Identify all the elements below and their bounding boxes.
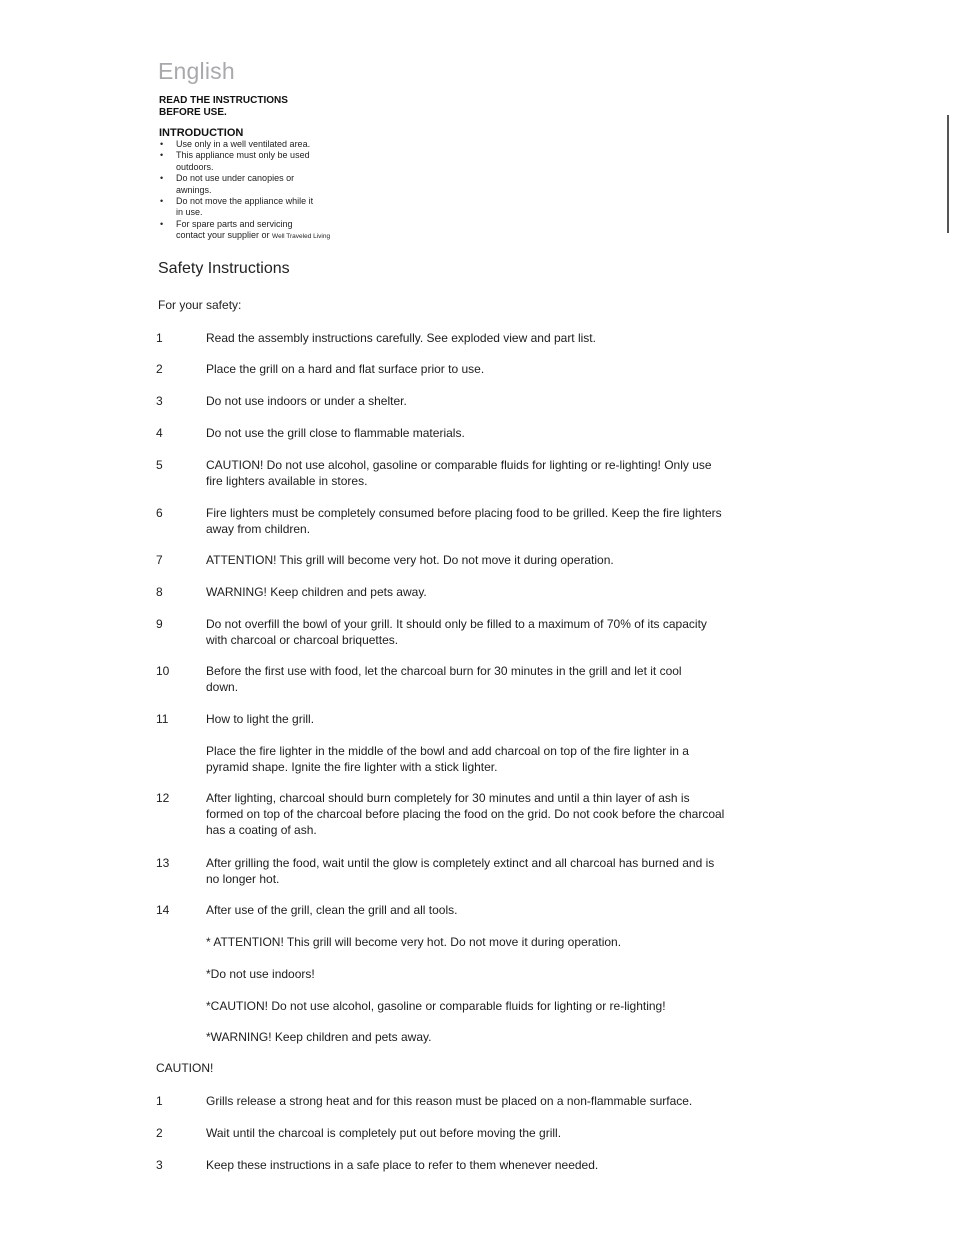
- introduction-item: [159, 150, 369, 173]
- safety-item-number: 5: [156, 458, 163, 472]
- bullet-icon: •: [160, 196, 164, 207]
- caution-item-text: [206, 1125, 731, 1141]
- caution-item-number: 3: [156, 1158, 163, 1172]
- caution-item-line: Grills release a strong heat and for this reason must be placed on a non-flammable surface.: [206, 1094, 693, 1108]
- safety-item-number: 1: [156, 331, 163, 345]
- for-your-safety-label: For your safety:: [158, 298, 242, 312]
- safety-item-text: [206, 330, 731, 346]
- safety-item-text: [206, 584, 731, 600]
- safety-item-text: [206, 393, 731, 409]
- safety-item-line: fire lighters available in stores.: [206, 474, 368, 488]
- safety-item-number: 13: [156, 856, 170, 870]
- safety-item-line: formed on top of the charcoal before placing the food on the grid. Do not cook before the charcoal: [206, 807, 725, 821]
- bullet-icon: •: [160, 218, 164, 229]
- safety-item-text: [206, 711, 731, 727]
- caution-item-number: 1: [156, 1094, 163, 1108]
- introduction-item-line: outdoors.: [176, 161, 214, 172]
- introduction-heading: INTRODUCTION: [159, 127, 244, 139]
- safety-item-text: [206, 552, 731, 568]
- safety-item-line: away from children.: [206, 522, 311, 536]
- safety-item-line: How to light the grill.: [206, 712, 315, 726]
- language-title: English: [158, 58, 235, 84]
- safety-item-line: down.: [206, 680, 239, 694]
- safety-item-line: WARNING! Keep children and pets away.: [206, 585, 427, 599]
- safety-item-line: ATTENTION! This grill will become very hot. Do not move it during operation.: [206, 553, 614, 567]
- safety-item-text: [206, 361, 731, 377]
- safety-item-number: 9: [156, 617, 163, 631]
- safety-item-text: [206, 1029, 731, 1045]
- caution-item-text: [206, 1093, 731, 1109]
- safety-item-number: 6: [156, 506, 163, 520]
- caution-heading: CAUTION!: [156, 1061, 214, 1075]
- safety-item-number: 3: [156, 394, 163, 408]
- safety-item-text: [206, 855, 731, 887]
- safety-item-text: [206, 790, 731, 838]
- introduction-item-line: Do not use under canopies or: [176, 173, 295, 184]
- safety-item-text: [206, 743, 731, 775]
- safety-item-line: Read the assembly instructions carefully. See exploded view and part list.: [206, 331, 596, 345]
- safety-item-number: 7: [156, 553, 163, 567]
- supplier-name: Well Traveled Living: [272, 233, 331, 241]
- introduction-item: [159, 219, 369, 243]
- safety-item-text: [206, 998, 731, 1014]
- safety-item-line: with charcoal or charcoal briquettes.: [206, 633, 399, 647]
- introduction-item-line: Do not move the appliance while it: [176, 196, 314, 207]
- safety-item-line: pyramid shape. Ignite the fire lighter with a stick lighter.: [206, 760, 498, 774]
- safety-item-number: 10: [156, 664, 170, 678]
- safety-item-text: [206, 425, 731, 441]
- safety-item-number: 8: [156, 585, 163, 599]
- safety-item-line: *Do not use indoors!: [206, 967, 315, 981]
- safety-item-text: [206, 663, 731, 695]
- safety-item-number: 14: [156, 903, 170, 917]
- bullet-icon: •: [160, 150, 164, 161]
- safety-item-line: no longer hot.: [206, 872, 280, 886]
- safety-item-line: Before the first use with food, let the charcoal burn for 30 minutes in the grill and let it cool: [206, 664, 682, 678]
- read-instructions-notice: [159, 95, 359, 118]
- introduction-item: [159, 173, 369, 196]
- introduction-item-line: For spare parts and servicing: [176, 218, 293, 229]
- safety-item-line: * ATTENTION! This grill will become very hot. Do not move it during operation.: [206, 935, 622, 949]
- safety-item-line: *WARNING! Keep children and pets away.: [206, 1030, 432, 1044]
- introduction-item: [159, 139, 369, 150]
- introduction-item-line: [176, 230, 369, 242]
- safety-item-line: Do not use indoors or under a shelter.: [206, 394, 407, 408]
- safety-instructions-heading: Safety Instructions: [158, 260, 290, 277]
- introduction-item: [159, 196, 369, 219]
- safety-item-number: 2: [156, 362, 163, 376]
- introduction-list: [159, 139, 369, 243]
- caution-item-number: 2: [156, 1126, 163, 1140]
- safety-item-line: Do not use the grill close to flammable materials.: [206, 426, 465, 440]
- safety-item-text: [206, 505, 731, 537]
- caution-item-line: Keep these instructions in a safe place to refer to them whenever needed.: [206, 1158, 599, 1172]
- safety-item-line: Do not overfill the bowl of your grill. It should only be filled to a maximum of 70% of its capacity: [206, 617, 707, 631]
- introduction-item-line: Use only in a well ventilated area.: [176, 139, 311, 149]
- safety-item-number: 12: [156, 791, 170, 805]
- safety-item-line: Place the grill on a hard and flat surface prior to use.: [206, 362, 485, 376]
- read-instructions-line: READ THE INSTRUCTIONS: [159, 95, 288, 106]
- safety-item-line: Fire lighters must be completely consumed before placing food to be grilled. Keep the fire lighters: [206, 506, 722, 520]
- margin-rule: [947, 115, 949, 233]
- safety-item-text: [206, 457, 731, 489]
- safety-item-text: [206, 616, 731, 648]
- safety-item-number: 11: [156, 712, 169, 726]
- bullet-icon: •: [160, 173, 164, 184]
- bullet-icon: •: [160, 139, 164, 149]
- safety-item-line: *CAUTION! Do not use alcohol, gasoline or comparable fluids for lighting or re-lighting!: [206, 999, 666, 1013]
- safety-item-line: After grilling the food, wait until the glow is completely extinct and all charcoal has burned and is: [206, 856, 715, 870]
- safety-item-line: has a coating of ash.: [206, 823, 317, 837]
- safety-item-text: [206, 902, 731, 918]
- introduction-item-line: in use.: [176, 207, 203, 218]
- caution-item-line: Wait until the charcoal is completely put out before moving the grill.: [206, 1126, 562, 1140]
- safety-item-line: Place the fire lighter in the middle of the bowl and add charcoal on top of the fire lighter in a: [206, 744, 689, 758]
- introduction-item-line: This appliance must only be used: [176, 150, 310, 161]
- read-instructions-line: BEFORE USE.: [159, 106, 227, 118]
- caution-item-text: [206, 1157, 731, 1173]
- safety-item-number: 4: [156, 426, 163, 440]
- safety-item-line: After use of the grill, clean the grill and all tools.: [206, 903, 458, 917]
- safety-item-line: CAUTION! Do not use alcohol, gasoline or comparable fluids for lighting or re-lighting! Only use: [206, 458, 712, 472]
- safety-item-text: [206, 966, 731, 982]
- safety-item-text: [206, 934, 731, 950]
- introduction-item-text: contact your supplier or: [176, 230, 273, 241]
- introduction-item-line: awnings.: [176, 184, 212, 195]
- safety-item-line: After lighting, charcoal should burn completely for 30 minutes and until a thin layer of ash is: [206, 791, 690, 805]
